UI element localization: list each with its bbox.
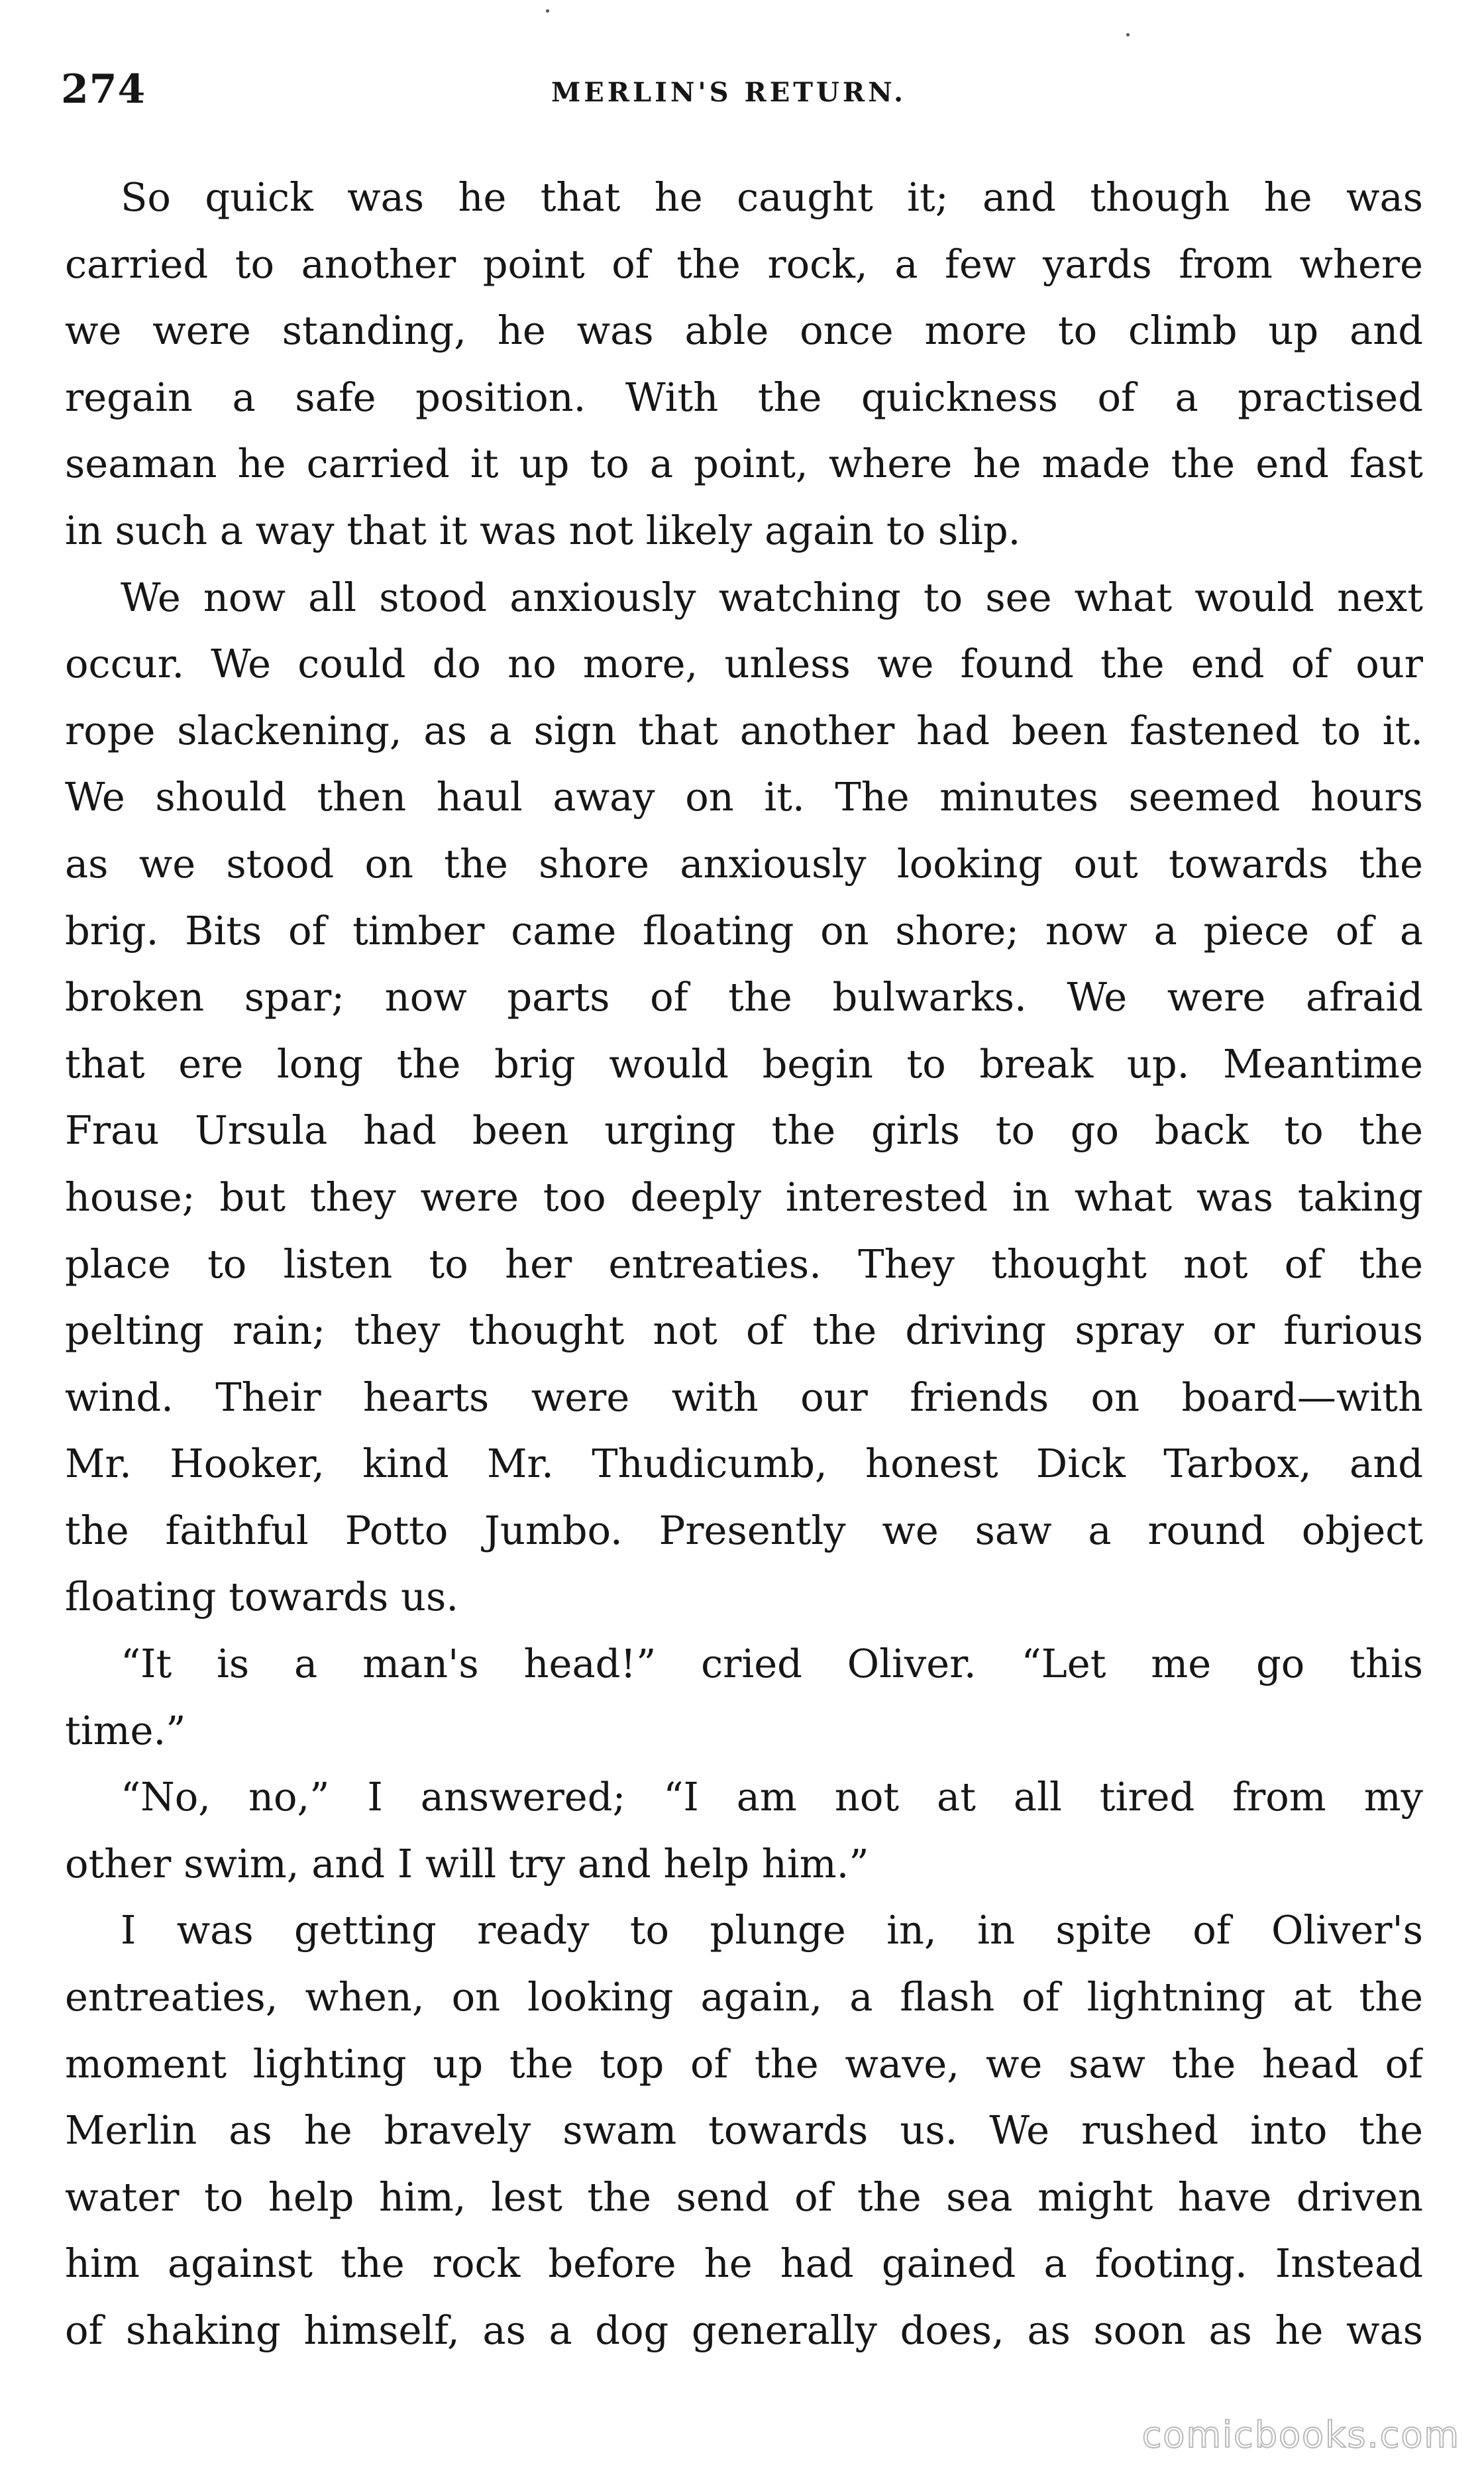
text-line: we were standing, he was able once more to climb up and bbox=[65, 307, 1423, 354]
text-line: occur. We could do no more, unless we found the end of our bbox=[65, 641, 1423, 687]
text-line: entreaties, when, on looking again, a flash of lightning at the bbox=[65, 1974, 1423, 2020]
text-line: broken spar; now parts of the bulwarks. We were afraid bbox=[65, 974, 1423, 1020]
text-line: moment lighting up the top of the wave, we saw the head of bbox=[65, 2040, 1423, 2087]
text-line: Mr. Hooker, kind Mr. Thudicumb, honest Dick Tarbox, and bbox=[65, 1441, 1423, 1487]
text-line: “It is a man's head!” cried Oliver. “Let me go this bbox=[121, 1641, 1423, 1687]
text-line: water to help him, lest the send of the sea might have driven bbox=[65, 2173, 1423, 2220]
text-line: in such a way that it was not likely again to slip. bbox=[65, 507, 1021, 553]
text-line: of shaking himself, as a dog generally does, as soon as he was bbox=[65, 2307, 1423, 2353]
text-line: So quick was he that he caught it; and though he was bbox=[121, 174, 1423, 220]
site-watermark: comicbooks.com bbox=[1141, 2414, 1460, 2456]
text-line: other swim, and I will try and help him.” bbox=[65, 1840, 869, 1887]
body-text bbox=[65, 164, 1423, 2364]
running-head: MERLIN'S RETURN. bbox=[551, 77, 907, 108]
text-line: pelting rain; they thought not of the driving spray or furious bbox=[65, 1307, 1423, 1354]
text-line: I was getting ready to plunge in, in spite of Oliver's bbox=[121, 1907, 1423, 1953]
text-line: house; but they were too deeply interested in what was taking bbox=[65, 1174, 1423, 1220]
text-line: “No, no,” I answered; “I am not at all tired from my bbox=[121, 1774, 1423, 1820]
text-line: We now all stood anxiously watching to see what would next bbox=[121, 574, 1423, 620]
text-line: rope slackening, as a sign that another had been fastened to it. bbox=[65, 707, 1423, 753]
text-line: as we stood on the shore anxiously looking out towards the bbox=[65, 840, 1423, 887]
text-line: Frau Ursula had been urging the girls to go back to the bbox=[65, 1107, 1423, 1154]
ink-speck bbox=[1126, 33, 1130, 36]
text-line: wind. Their hearts were with our friends on board—with bbox=[65, 1374, 1423, 1420]
page-number: 274 bbox=[61, 66, 146, 113]
text-line: seaman he carried it up to a point, where he made the end fast bbox=[65, 441, 1423, 487]
text-line: carried to another point of the rock, a few yards from where bbox=[65, 241, 1423, 287]
text-line: floating towards us. bbox=[65, 1574, 459, 1620]
ink-speck bbox=[546, 9, 549, 13]
text-line: him against the rock before he had gained a footing. Instead bbox=[65, 2240, 1423, 2287]
text-line: We should then haul away on it. The minutes seemed hours bbox=[65, 774, 1423, 820]
text-line: place to listen to her entreaties. They thought not of the bbox=[65, 1240, 1423, 1287]
page-header bbox=[61, 61, 1426, 121]
text-line: regain a safe position. With the quickness of a practised bbox=[65, 374, 1423, 420]
text-line: Merlin as he bravely swam towards us. We rushed into the bbox=[65, 2107, 1423, 2154]
text-line: brig. Bits of timber came floating on shore; now a piece of a bbox=[65, 907, 1423, 954]
text-line: that ere long the brig would begin to break up. Meantime bbox=[65, 1040, 1423, 1087]
text-line: the faithful Potto Jumbo. Presently we saw a round object bbox=[65, 1507, 1423, 1553]
text-line: time.” bbox=[65, 1707, 186, 1753]
